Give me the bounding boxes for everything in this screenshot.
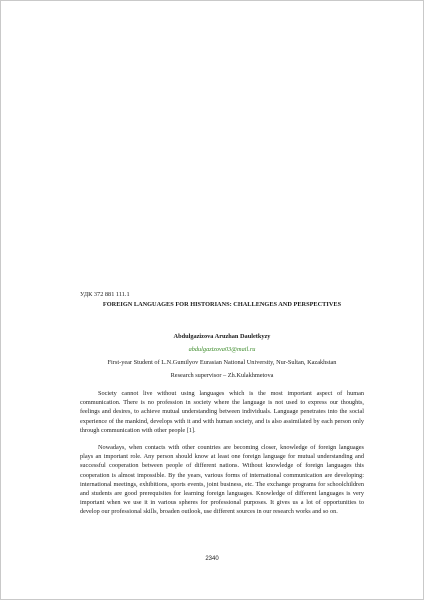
author-name: Abdulgazizova Aruzhan Dauletkyzy: [173, 333, 271, 340]
research-supervisor: Research supervisor – Zh.Kulakhmetova: [170, 372, 274, 379]
udk-code: УДК 372 881 111.1: [80, 291, 130, 298]
article-title: FOREIGN LANGUAGES FOR HISTORIANS: CHALLENGES AND PERSPECTIVES: [102, 301, 342, 308]
article: [80, 291, 364, 517]
body-paragraph: Nowadays, when contacts with other countries are becoming closer, knowledge of foreign languages plays an important role. Any person should know at least one foreign language for mutual understanding and successful cooperation between people of different nations. Without knowledge of foreign languages this cooperation is almost impossible. By the years, various forms of international communication are developing: international meetings, exhibitions, sports events, joint business, etc. The exchange programs for schoolchildren and students are good prerequisites for learning foreign languages. Knowledge of different languages is very important when we use it in various spheres for professional purposes. It gives us a lot of opportunities to develop our professional skills, broaden outlook, use different sources in our research works and so on.: [80, 444, 364, 516]
body-paragraph: Society cannot live without using languages which is the most important aspect of human communication. There is no profession in society where the language is not used to express our thoughts, feelings and desires, to achieve mutual understanding between individuals. Language penetrates into the social experience of the mankind, develops with it and with human society, and is also assimilated by each person only through communication with other people [1].: [80, 390, 364, 434]
author-affiliation: First-year Student of L.N.Gumilyov Eurasian National University, Nur-Sultan, Kazakhstan: [107, 359, 337, 366]
page-number: 2340: [205, 556, 219, 562]
author-email[interactable]: abdulgazizova03@mail.ru: [188, 346, 256, 353]
